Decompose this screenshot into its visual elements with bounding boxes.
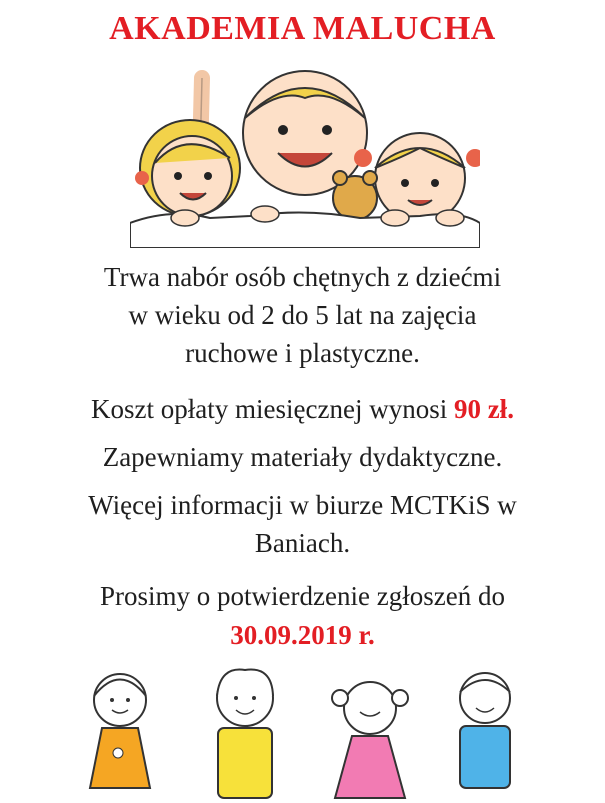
four-kids-illustration: [60, 668, 540, 803]
intro-line-2: w wieku od 2 do 5 lat na zajęcia: [128, 300, 477, 330]
info-line-2: Baniach.: [254, 528, 351, 558]
info-line-1: Więcej informacji w biurze MCTKiS w: [88, 490, 517, 520]
confirm-line: Prosimy o potwierdzenie zgłoszeń do: [100, 581, 505, 611]
kids-peeking-illustration: [130, 58, 480, 248]
intro-line-3: ruchowe i plastyczne.: [185, 338, 420, 368]
poster-title: AKADEMIA MALUCHA: [109, 10, 496, 47]
materials-line: Zapewniamy materiały dydaktyczne.: [102, 442, 503, 472]
cost-text: Koszt opłaty miesięcznej wynosi: [91, 394, 454, 424]
intro-paragraph: [40, 258, 565, 372]
deadline-date: 30.09.2019 r.: [230, 620, 375, 650]
cost-line: [40, 390, 565, 428]
cost-value: 90 zł.: [453, 394, 514, 424]
intro-line-1: Trwa nabór osób chętnych z dziećmi: [103, 262, 502, 292]
info-paragraph: [40, 486, 565, 562]
